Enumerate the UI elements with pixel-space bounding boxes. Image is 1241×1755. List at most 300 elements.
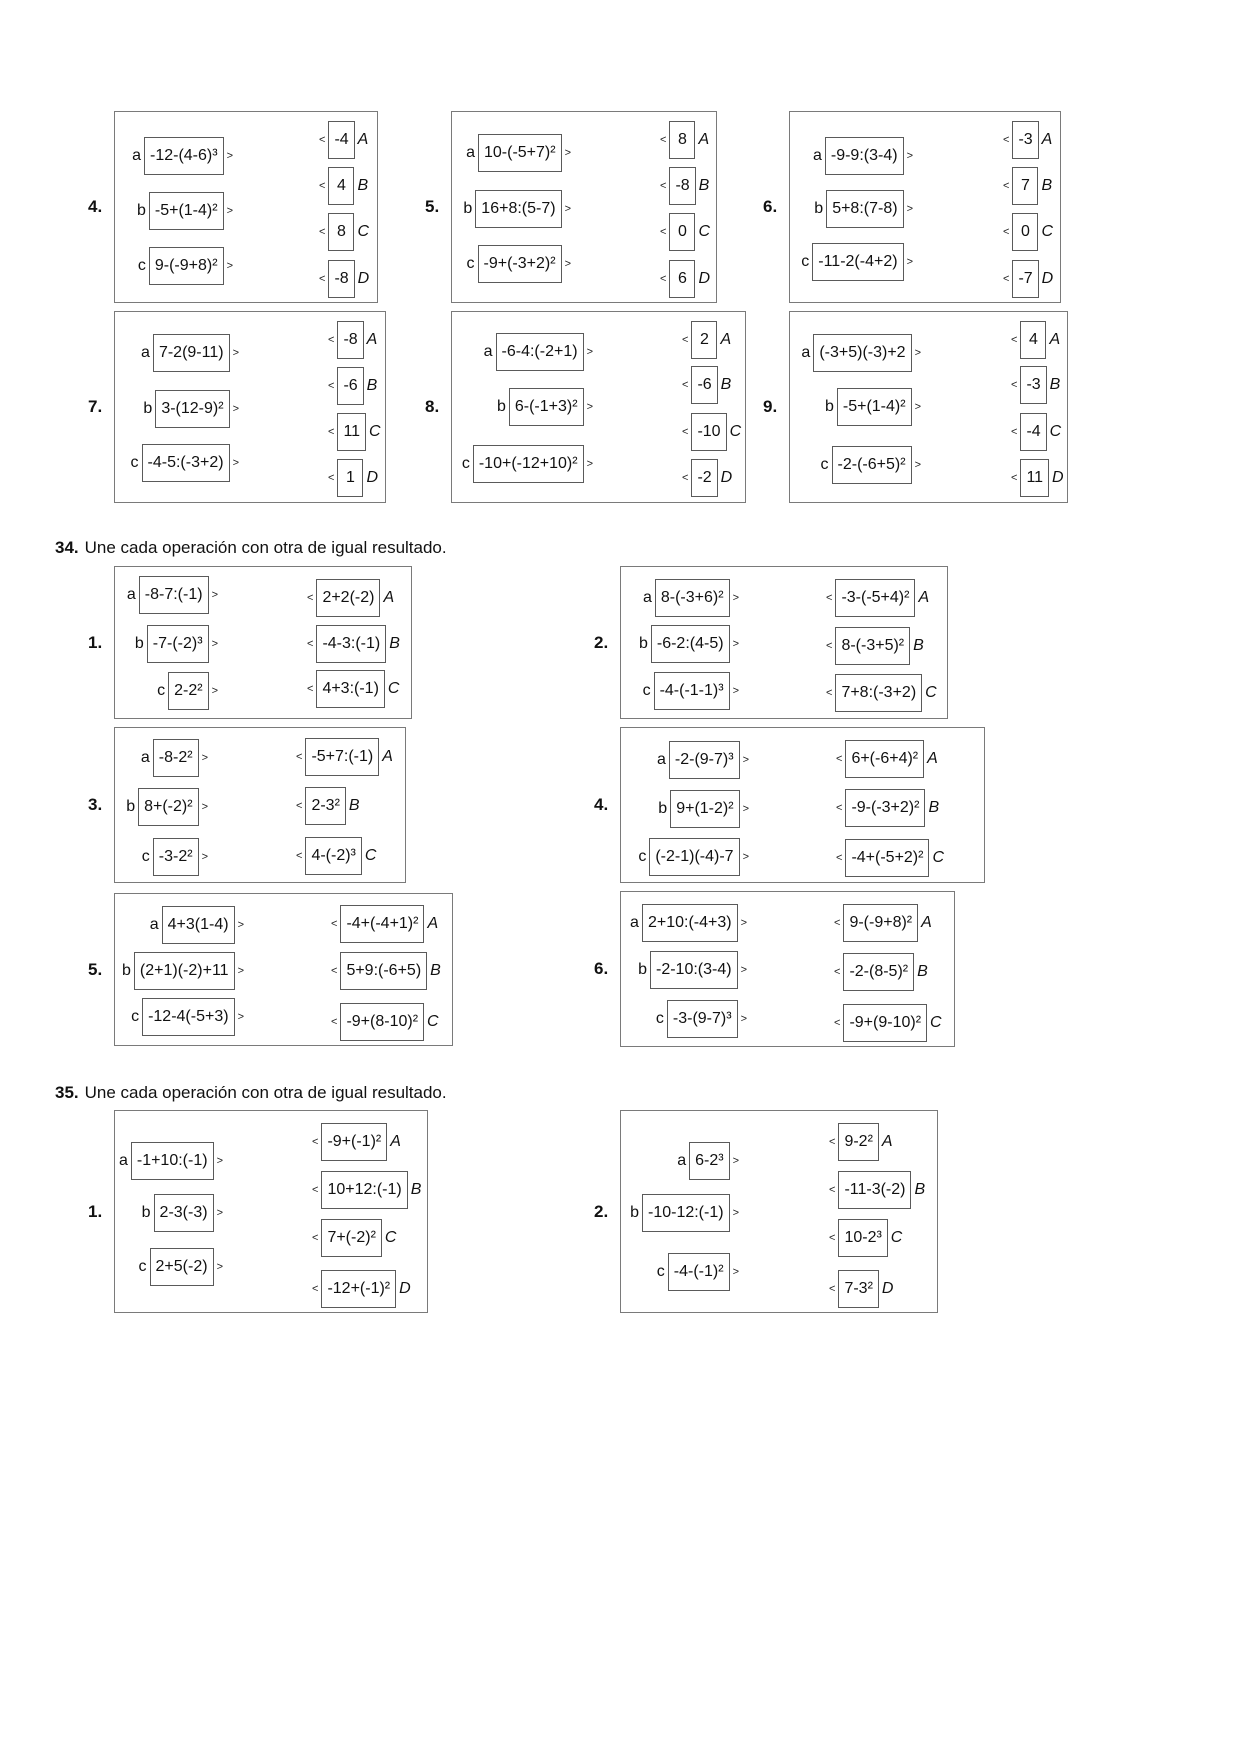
result-letter: C [427, 1013, 439, 1030]
operation-row [142, 838, 208, 876]
connector-out-arrow: > [740, 964, 747, 976]
operation-box: 5+8:(7-8) [826, 190, 903, 228]
result-row [836, 789, 939, 827]
result-row [319, 213, 369, 251]
result-letter: B [917, 963, 928, 980]
operation-box: 7-2(9-11) [153, 334, 230, 372]
operation-row [119, 1142, 223, 1180]
operation-row [137, 192, 233, 230]
result-row [660, 213, 710, 251]
operation-row [122, 952, 244, 990]
result-letter: A [427, 915, 439, 932]
operation-box: 9+(1-2)² [670, 790, 739, 828]
result-letter: D [698, 270, 710, 287]
result-box: 1 [337, 459, 363, 497]
connector-in-arrow: < [1011, 472, 1018, 484]
problem-number: 5. [88, 959, 103, 979]
connector-out-arrow: > [216, 1207, 223, 1219]
result-box: -6 [337, 367, 363, 405]
result-letter: A [927, 750, 938, 767]
operation-row [150, 906, 244, 944]
exercise-instruction: Une cada operación con otra de igual resultado. [84, 1083, 447, 1102]
exercise-33-cont-problem-panel [114, 311, 386, 503]
problem-number: 2. [594, 1201, 609, 1221]
operation-box: -7-(-2)³ [147, 625, 209, 663]
result-box: 4+3:(-1) [316, 670, 384, 708]
result-box: -2-(8-5)² [843, 953, 914, 991]
result-box: 5+9:(-6+5) [340, 952, 427, 990]
connector-in-arrow: < [331, 1016, 338, 1028]
result-letter: B [913, 637, 924, 654]
operation-letter: a [149, 916, 159, 933]
connector-in-arrow: < [319, 226, 326, 238]
result-letter: A [357, 131, 369, 148]
connector-in-arrow: < [1003, 134, 1010, 146]
result-row [331, 1003, 439, 1041]
connector-out-arrow: > [237, 965, 244, 977]
result-letter: A [366, 331, 378, 348]
result-row [328, 459, 378, 497]
result-box: -11-3(-2) [838, 1171, 911, 1209]
operation-box: 2-2² [168, 672, 208, 710]
exercise-number: 35. [55, 1083, 79, 1102]
operation-letter: b [638, 961, 647, 978]
connector-in-arrow: < [307, 638, 314, 650]
operation-box: -12-(4-6)³ [144, 137, 224, 175]
operation-letter: a [118, 1152, 128, 1169]
operation-box: -11-2(-4+2) [812, 243, 903, 281]
connector-out-arrow: > [914, 347, 921, 359]
result-letter: A [1049, 331, 1061, 348]
result-box: 11 [337, 413, 366, 451]
connector-in-arrow: < [829, 1283, 836, 1295]
connector-out-arrow: > [740, 1013, 747, 1025]
operation-row [643, 672, 739, 710]
operation-box: -10+(-12+10)² [473, 445, 584, 483]
connector-in-arrow: < [682, 426, 689, 438]
connector-in-arrow: < [826, 687, 833, 699]
operation-box: -6-4:(-2+1) [496, 333, 584, 371]
result-row [331, 905, 438, 943]
result-row [319, 121, 368, 159]
result-box: -4-3:(-1) [316, 625, 386, 663]
connector-out-arrow: > [211, 638, 218, 650]
operation-letter: c [656, 1263, 665, 1280]
result-row [829, 1123, 893, 1161]
exercise-35-problem-panel [114, 1110, 428, 1313]
result-box: 4 [328, 167, 354, 205]
operation-letter: a [141, 344, 150, 361]
connector-in-arrow: < [307, 592, 314, 604]
exercise-number: 34. [55, 538, 79, 557]
connector-in-arrow: < [834, 966, 841, 978]
connector-in-arrow: < [1003, 180, 1010, 192]
operation-box: 3-(12-9)² [155, 390, 229, 428]
connector-in-arrow: < [660, 226, 667, 238]
result-row [1003, 167, 1052, 205]
result-row [1003, 260, 1053, 298]
operation-row [131, 444, 239, 482]
connector-out-arrow: > [564, 258, 571, 270]
operation-letter: c [130, 454, 139, 471]
operation-row [127, 576, 218, 614]
result-letter: B [410, 1181, 422, 1198]
connector-out-arrow: > [906, 256, 913, 268]
result-row [307, 670, 399, 708]
exercise-33-cont-problem-panel [789, 111, 1061, 303]
result-letter: A [390, 1133, 401, 1150]
result-letter: D [399, 1280, 411, 1297]
operation-letter: c [461, 455, 470, 472]
operation-box: -5+(1-4)² [149, 192, 224, 230]
operation-row [801, 243, 913, 281]
connector-in-arrow: < [1003, 226, 1010, 238]
result-box: 7+8:(-3+2) [835, 674, 922, 712]
result-row [660, 121, 709, 159]
operation-box: -12-4(-5+3) [142, 998, 234, 1036]
operation-row [143, 390, 239, 428]
result-box: 6+(-6+4)² [845, 740, 924, 778]
result-row [826, 627, 924, 665]
exercise-instruction: Une cada operación con otra de igual resultado. [84, 538, 447, 557]
operation-row [638, 951, 747, 989]
result-row [682, 459, 732, 497]
problem-number: 5. [425, 197, 440, 216]
result-letter: C [387, 680, 400, 697]
result-box: -9+(-1)² [321, 1123, 387, 1161]
result-letter: C [357, 223, 369, 240]
connector-in-arrow: < [660, 273, 667, 285]
operation-row [141, 739, 208, 777]
connector-in-arrow: < [328, 334, 335, 346]
result-box: 4 [1020, 321, 1046, 359]
operation-row [677, 1142, 739, 1180]
result-letter: C [384, 1229, 397, 1246]
result-box: -9+(8-10)² [340, 1003, 424, 1041]
operation-row [131, 998, 244, 1036]
operation-letter: b [463, 200, 473, 217]
operation-row [462, 445, 593, 483]
result-row [328, 413, 381, 451]
operation-row [466, 134, 571, 172]
result-row [319, 260, 369, 298]
result-box: 8-(-3+5)² [835, 627, 910, 665]
problem-number: 4. [594, 795, 609, 814]
connector-out-arrow: > [732, 592, 739, 604]
connector-in-arrow: < [829, 1184, 836, 1196]
result-letter: B [928, 799, 940, 816]
operation-row [656, 1000, 747, 1038]
connector-out-arrow: > [914, 459, 921, 471]
problem-number: 6. [763, 197, 778, 216]
operation-letter: a [132, 147, 141, 164]
operation-letter: c [141, 848, 150, 865]
operation-letter: c [137, 257, 146, 274]
problem-number: 7. [88, 397, 103, 416]
operation-row [132, 137, 233, 175]
connector-out-arrow: > [586, 401, 593, 413]
operation-row [135, 625, 218, 663]
operation-letter: b [824, 398, 834, 415]
operation-box: -2-(-6+5)² [832, 446, 912, 484]
operation-box: -4-(-1-1)³ [654, 672, 730, 710]
result-letter: D [1052, 469, 1064, 486]
operation-box: -8-7:(-1) [139, 576, 209, 614]
operation-letter: a [677, 1152, 687, 1169]
operation-letter: a [466, 144, 475, 161]
result-letter: B [357, 177, 369, 194]
operation-row [821, 446, 921, 484]
result-box: 8 [669, 121, 695, 159]
operation-row [484, 333, 593, 371]
result-letter: D [366, 469, 378, 486]
operation-letter: b [630, 1204, 639, 1221]
exercise-34-problem-panel [620, 727, 985, 883]
exercise-35-heading [55, 1083, 447, 1103]
result-box: 0 [1012, 213, 1038, 251]
result-box: -3 [1020, 366, 1046, 404]
result-row [296, 787, 360, 825]
result-row [836, 839, 944, 877]
result-row [296, 837, 376, 875]
operation-row [639, 625, 739, 663]
connector-in-arrow: < [319, 180, 326, 192]
operation-box: 9-(-9+8)² [149, 247, 224, 285]
operation-box: 16+8:(5-7) [475, 190, 561, 228]
operation-letter: b [143, 400, 153, 417]
operation-box: (-3+5)(-3)+2 [813, 334, 911, 372]
operation-row [657, 741, 749, 779]
result-box: -4 [1020, 413, 1046, 451]
operation-letter: c [638, 848, 647, 865]
operation-letter: a [140, 749, 150, 766]
operation-letter: b [136, 202, 146, 219]
operation-box: 2+10:(-4+3) [642, 904, 738, 942]
connector-out-arrow: > [226, 260, 233, 272]
operation-letter: b [814, 200, 824, 217]
result-box: -12+(-1)² [321, 1270, 396, 1308]
result-row [829, 1171, 925, 1209]
connector-in-arrow: < [826, 640, 833, 652]
result-letter: D [357, 270, 370, 287]
connector-out-arrow: > [232, 457, 239, 469]
result-box: 0 [669, 213, 695, 251]
operation-box: -10-12:(-1) [642, 1194, 730, 1232]
result-box: -2 [691, 459, 717, 497]
connector-out-arrow: > [914, 401, 921, 413]
result-box: 2+2(-2) [316, 579, 380, 617]
result-letter: C [932, 849, 945, 866]
connector-in-arrow: < [296, 850, 303, 862]
connector-out-arrow: > [732, 1207, 739, 1219]
operation-box: -9-9:(3-4) [825, 137, 904, 175]
result-box: 9-2² [838, 1123, 878, 1161]
operation-box: -6-2:(4-5) [651, 625, 730, 663]
connector-out-arrow: > [740, 917, 747, 929]
operation-letter: b [134, 635, 144, 652]
connector-out-arrow: > [564, 147, 571, 159]
result-row [836, 740, 938, 778]
connector-in-arrow: < [296, 800, 303, 812]
result-box: 10+12:(-1) [321, 1171, 407, 1209]
result-box: 2 [691, 321, 717, 359]
operation-letter: b [496, 398, 506, 415]
exercise-33-cont-problem-panel [789, 311, 1068, 503]
connector-out-arrow: > [216, 1155, 223, 1167]
operation-row [157, 672, 218, 710]
connector-in-arrow: < [829, 1136, 836, 1148]
result-letter: C [1041, 223, 1053, 240]
operation-letter: a [801, 344, 811, 361]
connector-in-arrow: < [1011, 426, 1018, 438]
result-letter: B [348, 797, 360, 814]
result-row [1003, 121, 1052, 159]
result-row [1011, 321, 1060, 359]
result-letter: A [698, 131, 710, 148]
operation-letter: a [630, 914, 639, 931]
result-letter: C [369, 423, 381, 440]
operation-letter: b [638, 635, 648, 652]
connector-out-arrow: > [564, 203, 571, 215]
result-box: 2-3² [305, 787, 345, 825]
result-letter: C [698, 223, 710, 240]
operation-box: 2-3(-3) [154, 1194, 214, 1232]
connector-in-arrow: < [328, 380, 335, 392]
result-row [682, 321, 731, 359]
connector-out-arrow: > [742, 754, 749, 766]
operation-letter: c [655, 1010, 664, 1027]
connector-out-arrow: > [906, 150, 913, 162]
result-letter: C [890, 1229, 903, 1246]
operation-letter: c [466, 255, 475, 272]
connector-out-arrow: > [216, 1261, 223, 1273]
exercise-34-problem-panel [114, 893, 453, 1046]
operation-box: 6-(-1+3)² [509, 388, 584, 426]
operation-row [814, 190, 913, 228]
result-box: 7 [1012, 167, 1038, 205]
result-box: -10 [691, 413, 726, 451]
connector-out-arrow: > [732, 685, 739, 697]
exercise-34-heading [55, 538, 447, 558]
result-box: -4 [328, 121, 354, 159]
connector-in-arrow: < [319, 273, 326, 285]
operation-letter: c [801, 253, 810, 270]
problem-number: 1. [88, 632, 103, 652]
result-row [1011, 459, 1064, 497]
operation-box: 4+3(1-4) [162, 906, 235, 944]
connector-in-arrow: < [331, 918, 338, 930]
connector-in-arrow: < [836, 753, 843, 765]
exercise-34-problem-panel [114, 566, 412, 719]
connector-out-arrow: > [586, 346, 593, 358]
result-letter: C [925, 684, 937, 701]
result-letter: A [881, 1133, 893, 1150]
result-letter: B [1049, 376, 1061, 393]
result-row [682, 366, 731, 404]
operation-row [825, 388, 921, 426]
operation-row [467, 245, 571, 283]
operation-letter: b [141, 1204, 151, 1221]
problem-number: 2. [594, 632, 609, 652]
result-letter: C [1049, 423, 1062, 440]
operation-letter: c [820, 456, 829, 473]
connector-out-arrow: > [732, 1155, 739, 1167]
result-box: -4+(-5+2)² [845, 839, 929, 877]
result-row [307, 625, 400, 663]
connector-in-arrow: < [1011, 379, 1018, 391]
operation-row [813, 137, 913, 175]
operation-letter: a [126, 586, 136, 603]
connector-in-arrow: < [328, 472, 335, 484]
result-box: -9-(-3+2)² [845, 789, 925, 827]
operation-box: (-2-1)(-4)-7 [649, 838, 739, 876]
operation-row [630, 1194, 739, 1232]
operation-row [497, 388, 593, 426]
connector-out-arrow: > [586, 458, 593, 470]
result-letter: B [720, 376, 732, 393]
connector-in-arrow: < [682, 334, 689, 346]
operation-box: -5+(1-4)² [837, 388, 912, 426]
result-row [328, 321, 377, 359]
result-row [312, 1270, 411, 1308]
operation-row [126, 788, 208, 826]
result-letter: A [383, 589, 395, 606]
connector-in-arrow: < [1011, 334, 1018, 346]
result-box: 4-(-2)³ [305, 837, 361, 875]
operation-box: -1+10:(-1) [131, 1142, 214, 1180]
operation-letter: a [642, 589, 652, 606]
operation-row [630, 904, 747, 942]
result-letter: A [918, 589, 930, 606]
operation-row [142, 1194, 223, 1232]
connector-in-arrow: < [312, 1184, 319, 1196]
result-letter: C [364, 847, 377, 864]
operation-row [657, 1253, 739, 1291]
connector-out-arrow: > [201, 851, 208, 863]
connector-in-arrow: < [331, 965, 338, 977]
result-row [296, 738, 393, 776]
problem-number: 3. [88, 795, 103, 814]
connector-in-arrow: < [312, 1136, 319, 1148]
operation-box: -2-10:(3-4) [650, 951, 738, 989]
result-box: -4+(-4+1)² [340, 905, 424, 943]
result-letter: B [430, 962, 441, 979]
result-row [834, 1004, 942, 1042]
connector-out-arrow: > [906, 203, 913, 215]
connector-in-arrow: < [836, 852, 843, 864]
result-letter: C [729, 423, 742, 440]
operation-box: 8+(-2)² [138, 788, 198, 826]
connector-out-arrow: > [732, 638, 739, 650]
operation-box: 6-2³ [689, 1142, 729, 1180]
connector-in-arrow: < [836, 802, 843, 814]
connector-out-arrow: > [201, 752, 208, 764]
operation-box: -9+(-3+2)² [478, 245, 562, 283]
connector-in-arrow: < [296, 751, 303, 763]
result-row [660, 260, 710, 298]
operation-row [638, 838, 749, 876]
result-row [834, 904, 932, 942]
result-box: 11 [1020, 459, 1049, 497]
result-box: -3-(-5+4)² [835, 579, 915, 617]
operation-box: -3-2² [153, 838, 199, 876]
connector-out-arrow: > [732, 1266, 739, 1278]
result-row [307, 579, 394, 617]
operation-row [801, 334, 921, 372]
connector-in-arrow: < [328, 426, 335, 438]
result-letter: D [1041, 270, 1054, 287]
operation-row [658, 790, 749, 828]
